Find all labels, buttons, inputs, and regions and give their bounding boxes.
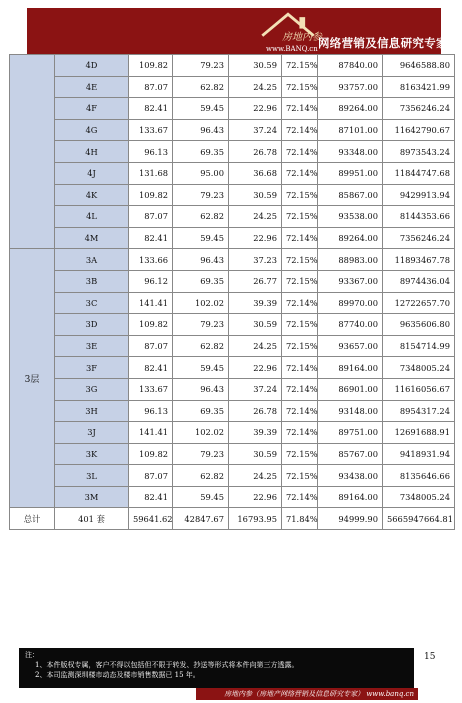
table-row xyxy=(10,98,455,120)
shared-area-cell: 30.59 xyxy=(229,314,282,336)
total-price-cell: 11844747.68 xyxy=(383,162,455,184)
total-cell: 71.84% xyxy=(282,508,318,530)
unit-cell: 4E xyxy=(55,76,129,98)
shared-area-cell: 39.39 xyxy=(229,292,282,314)
total-price-cell: 7356246.24 xyxy=(383,227,455,249)
table-row xyxy=(10,292,455,314)
ratio-cell: 72.14% xyxy=(282,141,318,163)
unit-cell: 3K xyxy=(55,443,129,465)
ratio-cell: 72.15% xyxy=(282,76,318,98)
unit-price-cell: 89264.00 xyxy=(318,98,383,120)
total-price-cell: 11616056.67 xyxy=(383,378,455,400)
ratio-cell: 72.14% xyxy=(282,357,318,379)
unit-price-cell: 93367.00 xyxy=(318,270,383,292)
ratio-cell: 72.14% xyxy=(282,400,318,422)
area-cell: 96.13 xyxy=(129,400,173,422)
unit-price-cell: 89951.00 xyxy=(318,162,383,184)
unit-price-cell: 93657.00 xyxy=(318,335,383,357)
table-row xyxy=(10,206,455,228)
area-cell: 133.67 xyxy=(129,378,173,400)
total-price-cell: 8135646.66 xyxy=(383,465,455,487)
ratio-cell: 72.15% xyxy=(282,465,318,487)
area-cell: 141.41 xyxy=(129,292,173,314)
total-price-cell: 12691688.91 xyxy=(383,422,455,444)
footer-brand: 房地内参（房地产网络营销及信息研究专家） www.banq.cn xyxy=(196,688,418,700)
note-line-1: 1、本件版权专属，客户不得以包括但不限于转发、抄送等形式将本件向第三方透露。 xyxy=(35,661,299,669)
table-row xyxy=(10,249,455,271)
table-row xyxy=(10,119,455,141)
table-row xyxy=(10,357,455,379)
table-row xyxy=(10,465,455,487)
total-price-cell: 8144353.66 xyxy=(383,206,455,228)
shared-area-cell: 30.59 xyxy=(229,55,282,77)
total-price-cell: 11893467.78 xyxy=(383,249,455,271)
unit-price-cell: 93538.00 xyxy=(318,206,383,228)
unit-price-cell: 87840.00 xyxy=(318,55,383,77)
unit-price-cell: 89751.00 xyxy=(318,422,383,444)
total-price-cell: 9646588.80 xyxy=(383,55,455,77)
ratio-cell: 72.15% xyxy=(282,184,318,206)
unit-cell: 4J xyxy=(55,162,129,184)
table-row xyxy=(10,335,455,357)
area-cell: 109.82 xyxy=(129,184,173,206)
inner-area-cell: 96.43 xyxy=(173,249,229,271)
header-title: 网络营销及信息研究专家 xyxy=(318,36,448,50)
unit-cell: 4H xyxy=(55,141,129,163)
floor-cell xyxy=(10,55,55,249)
unit-price-cell: 86901.00 xyxy=(318,378,383,400)
shared-area-cell: 37.24 xyxy=(229,119,282,141)
ratio-cell: 72.14% xyxy=(282,119,318,141)
total-price-cell: 8154714.99 xyxy=(383,335,455,357)
area-cell: 131.68 xyxy=(129,162,173,184)
unit-price-cell: 85867.00 xyxy=(318,184,383,206)
area-cell: 109.82 xyxy=(129,55,173,77)
total-price-cell: 8973543.24 xyxy=(383,141,455,163)
total-price-cell: 8974436.04 xyxy=(383,270,455,292)
total-price-cell: 12722657.70 xyxy=(383,292,455,314)
shared-area-cell: 30.59 xyxy=(229,184,282,206)
inner-area-cell: 59.45 xyxy=(173,486,229,508)
inner-area-cell: 79.23 xyxy=(173,443,229,465)
area-cell: 87.07 xyxy=(129,206,173,228)
unit-cell: 3C xyxy=(55,292,129,314)
total-price-cell: 8163421.99 xyxy=(383,76,455,98)
inner-area-cell: 95.00 xyxy=(173,162,229,184)
unit-cell: 3G xyxy=(55,378,129,400)
inner-area-cell: 102.02 xyxy=(173,292,229,314)
area-cell: 87.07 xyxy=(129,465,173,487)
shared-area-cell: 30.59 xyxy=(229,443,282,465)
ratio-cell: 72.15% xyxy=(282,249,318,271)
inner-area-cell: 96.43 xyxy=(173,378,229,400)
table-row xyxy=(10,486,455,508)
inner-area-cell: 62.82 xyxy=(173,335,229,357)
ratio-cell: 72.15% xyxy=(282,270,318,292)
inner-area-cell: 59.45 xyxy=(173,357,229,379)
table-row xyxy=(10,422,455,444)
note-line-2: 2、本司监测深圳楼市动态及楼市销售数据已 15 年。 xyxy=(35,671,200,679)
unit-price-cell: 85767.00 xyxy=(318,443,383,465)
area-cell: 96.13 xyxy=(129,141,173,163)
shared-area-cell: 24.25 xyxy=(229,465,282,487)
table-row xyxy=(10,270,455,292)
inner-area-cell: 62.82 xyxy=(173,465,229,487)
unit-cell: 3L xyxy=(55,465,129,487)
ratio-cell: 72.15% xyxy=(282,443,318,465)
total-price-cell: 9635606.80 xyxy=(383,314,455,336)
brand-url: www.BANQ.cn xyxy=(266,45,318,53)
inner-area-cell: 69.35 xyxy=(173,141,229,163)
unit-price-cell: 89164.00 xyxy=(318,357,383,379)
inner-area-cell: 102.02 xyxy=(173,422,229,444)
ratio-cell: 72.15% xyxy=(282,335,318,357)
unit-cell: 4F xyxy=(55,98,129,120)
brand-name: 房地内参 xyxy=(282,32,322,43)
area-cell: 133.66 xyxy=(129,249,173,271)
area-cell: 109.82 xyxy=(129,443,173,465)
table-row xyxy=(10,76,455,98)
table-row xyxy=(10,55,455,77)
area-cell: 82.41 xyxy=(129,227,173,249)
total-price-cell: 8954317.24 xyxy=(383,400,455,422)
floor-cell: 3层 xyxy=(10,249,55,508)
inner-area-cell: 79.23 xyxy=(173,55,229,77)
unit-cell: 4L xyxy=(55,206,129,228)
unit-cell: 4D xyxy=(55,55,129,77)
inner-area-cell: 96.43 xyxy=(173,119,229,141)
total-price-cell: 7356246.24 xyxy=(383,98,455,120)
table-row xyxy=(10,400,455,422)
inner-area-cell: 59.45 xyxy=(173,227,229,249)
unit-price-cell: 87740.00 xyxy=(318,314,383,336)
total-cell: 42847.67 xyxy=(173,508,229,530)
ratio-cell: 72.14% xyxy=(282,227,318,249)
ratio-cell: 72.15% xyxy=(282,206,318,228)
area-cell: 87.07 xyxy=(129,335,173,357)
unit-price-cell: 89970.00 xyxy=(318,292,383,314)
total-price-cell: 9418931.94 xyxy=(383,443,455,465)
sales-table xyxy=(9,54,455,530)
unit-price-cell: 93148.00 xyxy=(318,400,383,422)
total-cell: 59641.62 xyxy=(129,508,173,530)
unit-cell: 3D xyxy=(55,314,129,336)
total-cell: 5665947664.81 xyxy=(383,508,455,530)
ratio-cell: 72.14% xyxy=(282,292,318,314)
total-row xyxy=(10,508,455,530)
ratio-cell: 72.14% xyxy=(282,486,318,508)
inner-area-cell: 59.45 xyxy=(173,98,229,120)
unit-cell: 4M xyxy=(55,227,129,249)
area-cell: 82.41 xyxy=(129,98,173,120)
total-cell: 16793.95 xyxy=(229,508,282,530)
ratio-cell: 72.14% xyxy=(282,422,318,444)
shared-area-cell: 22.96 xyxy=(229,357,282,379)
ratio-cell: 72.14% xyxy=(282,162,318,184)
unit-cell: 3H xyxy=(55,400,129,422)
total-cell: 94999.90 xyxy=(318,508,383,530)
shared-area-cell: 22.96 xyxy=(229,486,282,508)
inner-area-cell: 79.23 xyxy=(173,314,229,336)
unit-cell: 3E xyxy=(55,335,129,357)
unit-price-cell: 93438.00 xyxy=(318,465,383,487)
total-cell: 总计 xyxy=(10,508,55,530)
ratio-cell: 72.14% xyxy=(282,378,318,400)
total-cell: 401 套 xyxy=(55,508,129,530)
area-cell: 82.41 xyxy=(129,357,173,379)
unit-cell: 3A xyxy=(55,249,129,271)
unit-price-cell: 87101.00 xyxy=(318,119,383,141)
shared-area-cell: 24.25 xyxy=(229,76,282,98)
shared-area-cell: 24.25 xyxy=(229,335,282,357)
shared-area-cell: 37.23 xyxy=(229,249,282,271)
unit-price-cell: 88983.00 xyxy=(318,249,383,271)
table-row xyxy=(10,162,455,184)
table-row xyxy=(10,141,455,163)
unit-price-cell: 93348.00 xyxy=(318,141,383,163)
total-price-cell: 9429913.94 xyxy=(383,184,455,206)
shared-area-cell: 37.24 xyxy=(229,378,282,400)
table-row xyxy=(10,443,455,465)
notes-title: 注： xyxy=(25,651,39,659)
inner-area-cell: 69.35 xyxy=(173,270,229,292)
area-cell: 87.07 xyxy=(129,76,173,98)
ratio-cell: 72.14% xyxy=(282,98,318,120)
notes-box xyxy=(19,648,414,688)
table-row xyxy=(10,184,455,206)
unit-cell: 3F xyxy=(55,357,129,379)
shared-area-cell: 24.25 xyxy=(229,206,282,228)
unit-price-cell: 93757.00 xyxy=(318,76,383,98)
unit-price-cell: 89164.00 xyxy=(318,486,383,508)
total-price-cell: 7348005.24 xyxy=(383,357,455,379)
area-cell: 109.82 xyxy=(129,314,173,336)
ratio-cell: 72.15% xyxy=(282,314,318,336)
unit-cell: 4G xyxy=(55,119,129,141)
shared-area-cell: 36.68 xyxy=(229,162,282,184)
inner-area-cell: 69.35 xyxy=(173,400,229,422)
table-row xyxy=(10,227,455,249)
total-price-cell: 11642790.67 xyxy=(383,119,455,141)
shared-area-cell: 22.96 xyxy=(229,227,282,249)
shared-area-cell: 22.96 xyxy=(229,98,282,120)
shared-area-cell: 26.78 xyxy=(229,400,282,422)
unit-cell: 3J xyxy=(55,422,129,444)
area-cell: 82.41 xyxy=(129,486,173,508)
shared-area-cell: 26.77 xyxy=(229,270,282,292)
page-number: 15 xyxy=(424,652,436,662)
shared-area-cell: 26.78 xyxy=(229,141,282,163)
unit-cell: 3M xyxy=(55,486,129,508)
inner-area-cell: 62.82 xyxy=(173,206,229,228)
unit-cell: 3B xyxy=(55,270,129,292)
area-cell: 133.67 xyxy=(129,119,173,141)
area-cell: 96.12 xyxy=(129,270,173,292)
table-row xyxy=(10,378,455,400)
area-cell: 141.41 xyxy=(129,422,173,444)
shared-area-cell: 39.39 xyxy=(229,422,282,444)
inner-area-cell: 62.82 xyxy=(173,76,229,98)
inner-area-cell: 79.23 xyxy=(173,184,229,206)
table-row xyxy=(10,314,455,336)
ratio-cell: 72.15% xyxy=(282,55,318,77)
unit-cell: 4K xyxy=(55,184,129,206)
unit-price-cell: 89264.00 xyxy=(318,227,383,249)
total-price-cell: 7348005.24 xyxy=(383,486,455,508)
